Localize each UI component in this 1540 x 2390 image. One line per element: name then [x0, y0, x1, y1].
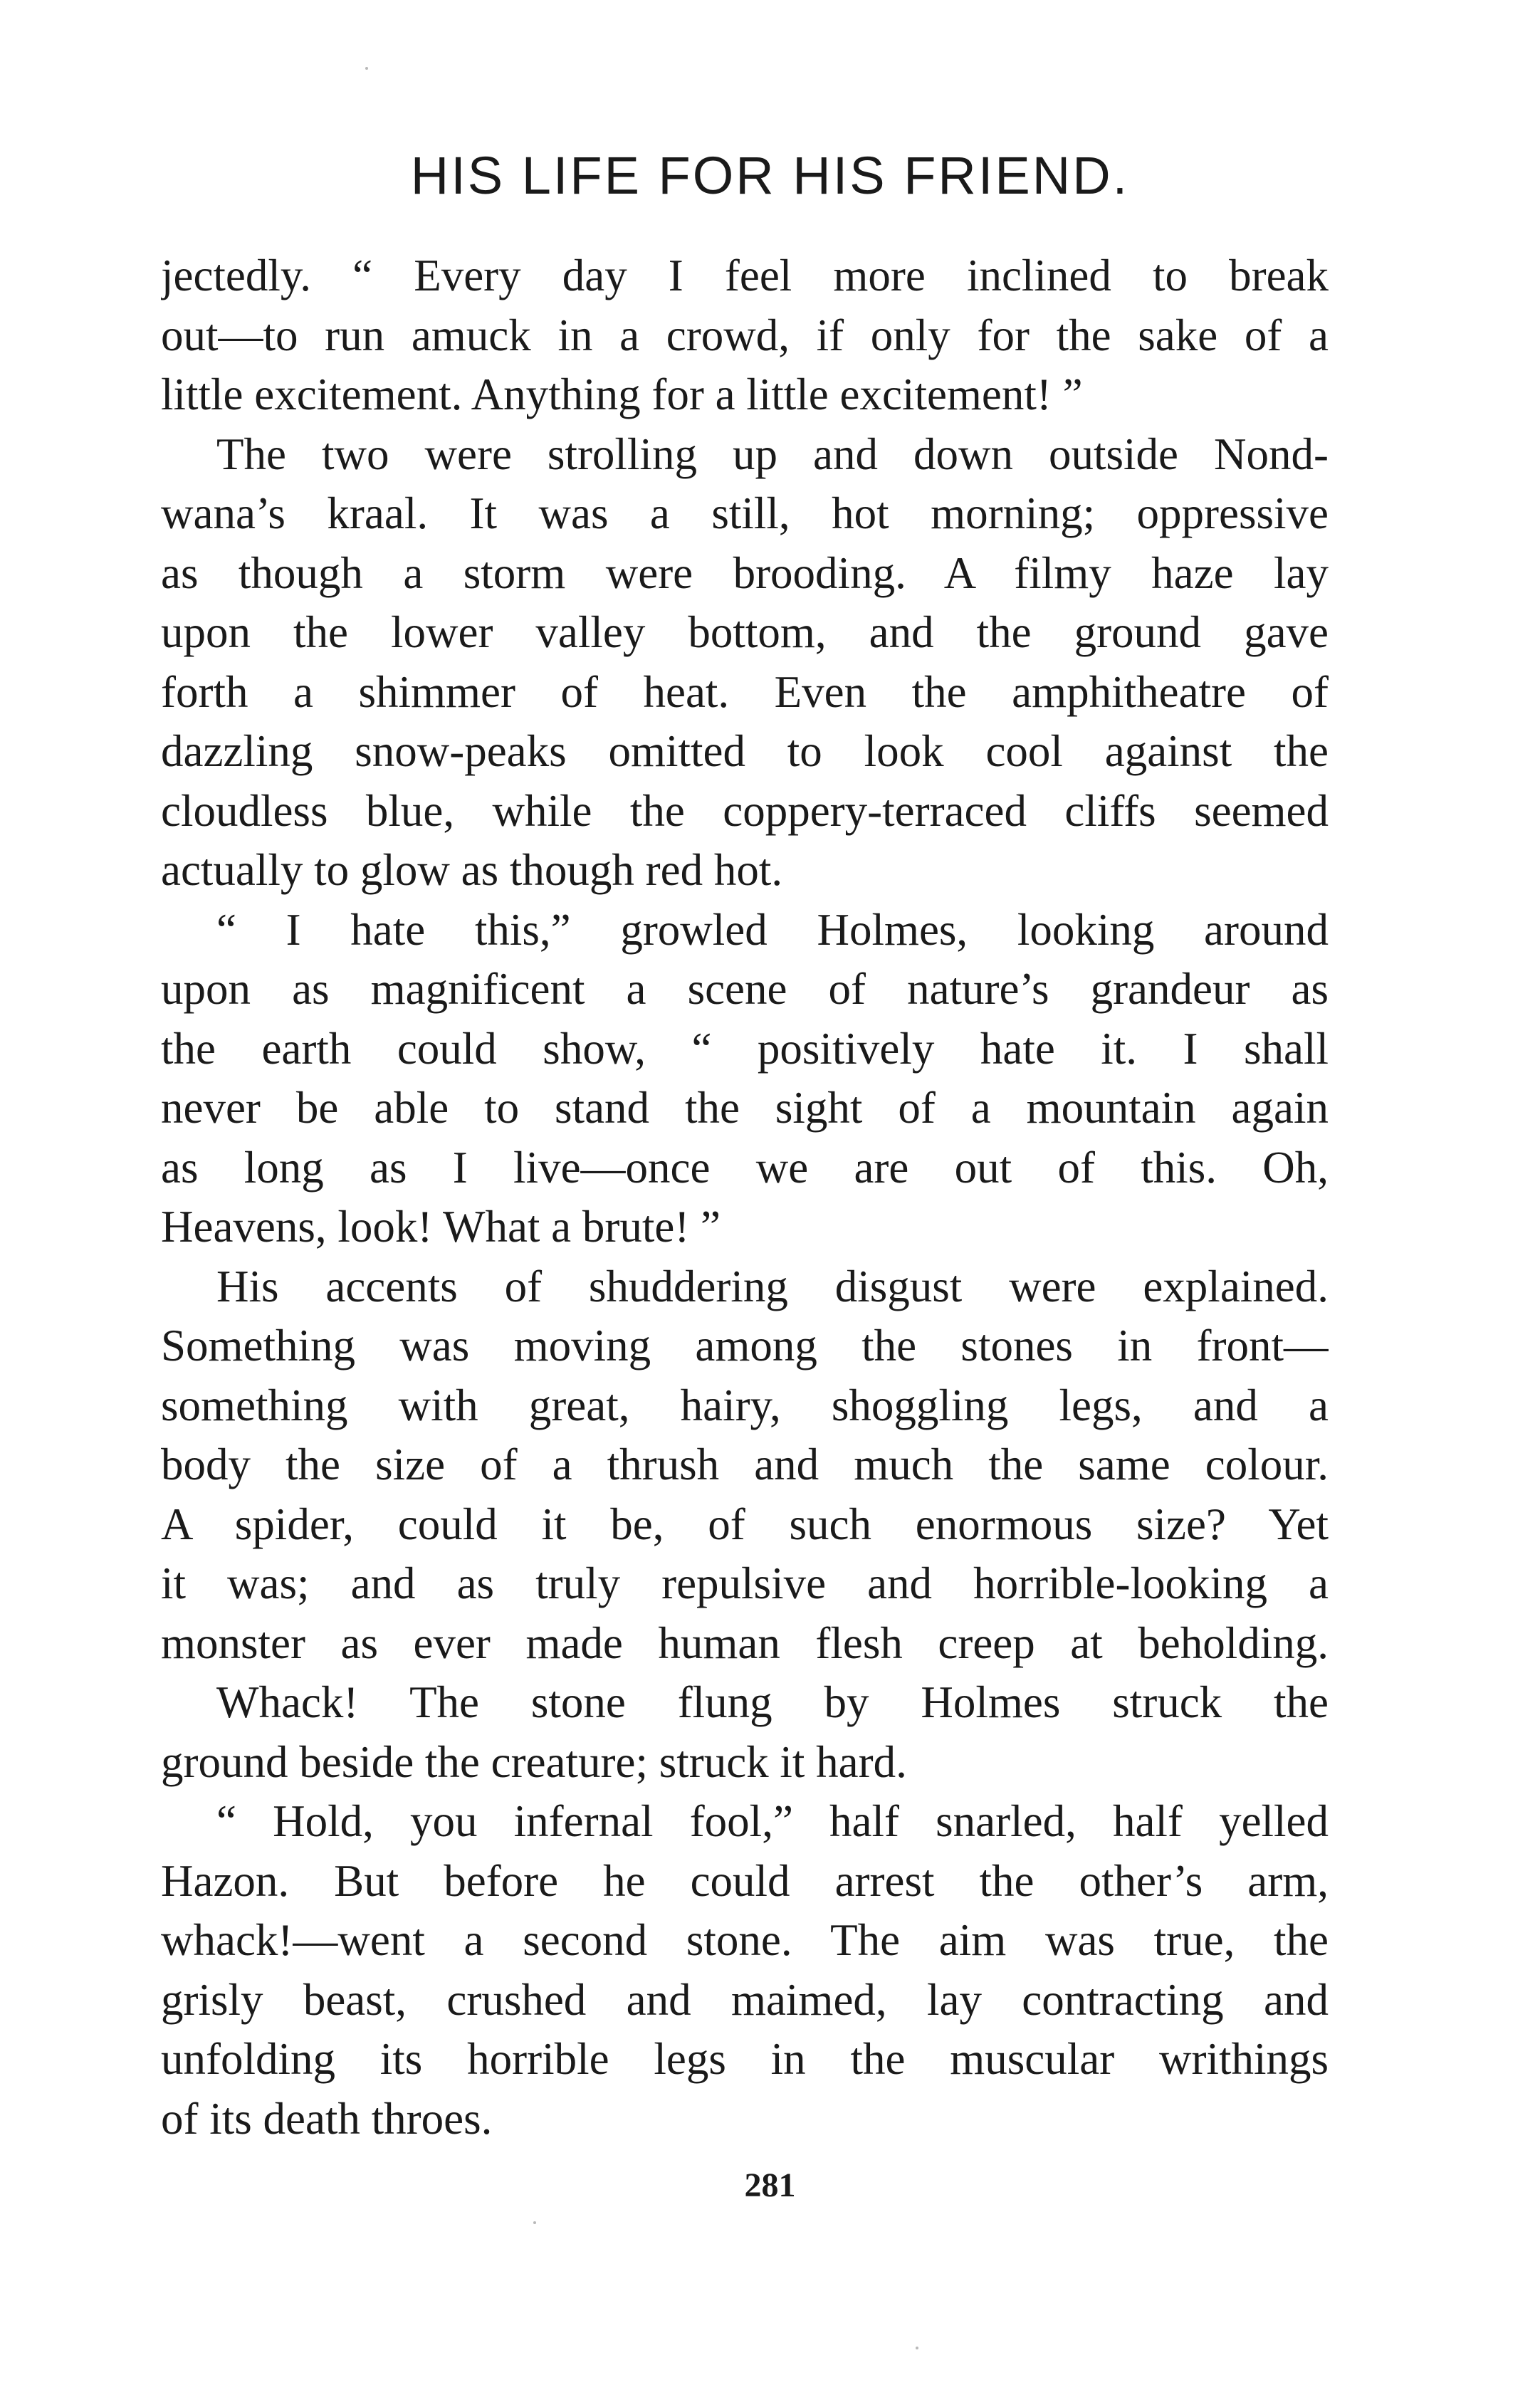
text-line: little excitement. Anything for a little excitement! ” — [161, 369, 1083, 419]
text-line: monster as ever made human flesh creep at beholding. — [161, 1618, 1329, 1668]
text-line: Heavens, look! What a brute! ” — [161, 1202, 721, 1252]
text-line: cloudless blue, while the coppery-terraced cliffs seemed — [161, 785, 1329, 836]
text-line: grisly beast, crushed and maimed, lay contracting and — [161, 1974, 1329, 2025]
text-line: ground beside the creature; struck it hard. — [161, 1736, 907, 1787]
text-line: Hazon. But before he could arrest the other’s arm, — [161, 1855, 1329, 1906]
paper-speck — [916, 2347, 918, 2349]
text-line: dazzling snow-peaks omitted to look cool against the — [161, 726, 1329, 776]
text-line: as long as I live—once we are out of this. Oh, — [161, 1142, 1329, 1193]
text-line: upon the lower valley bottom, and the ground gave — [161, 607, 1329, 657]
text-line: whack!—went a second stone. The aim was true, the — [161, 1915, 1329, 1965]
body-text — [161, 246, 1329, 2149]
text-line: The two were strolling up and down outside Nond- — [216, 429, 1329, 479]
text-line: jectedly. “ Every day I feel more inclined to break — [161, 251, 1329, 300]
text-line: “ Hold, you infernal fool,” half snarled, half yelled — [216, 1796, 1329, 1846]
text-line: upon as magnificent a scene of nature’s grandeur as — [161, 964, 1329, 1014]
text-line: as though a storm were brooding. A filmy haze lay — [161, 547, 1329, 598]
text-line: it was; and as truly repulsive and horrible-looking a — [161, 1558, 1329, 1608]
text-line: Something was moving among the stones in front— — [161, 1321, 1329, 1370]
text-line: actually to glow as though red hot. — [161, 845, 783, 895]
paper-speck — [365, 67, 368, 70]
page-number: 281 — [744, 2166, 796, 2204]
text-line: His accents of shuddering disgust were explained. — [216, 1261, 1329, 1311]
paper-speck — [533, 2221, 536, 2224]
text-line: body the size of a thrush and much the same colour. — [161, 1440, 1329, 1489]
text-line: “ I hate this,” growled Holmes, looking around — [216, 904, 1329, 955]
text-line: never be able to stand the sight of a mountain again — [161, 1083, 1329, 1133]
text-line: something with great, hairy, shoggling legs, and a — [161, 1380, 1329, 1430]
running-head: HIS LIFE FOR HIS FRIEND. — [410, 146, 1130, 205]
text-line: of its death throes. — [161, 2093, 493, 2144]
text-line: Whack! The stone flung by Holmes struck the — [216, 1677, 1329, 1727]
text-line: wana’s kraal. It was a still, hot morning; oppressive — [161, 488, 1329, 538]
text-line: forth a shimmer of heat. Even the amphitheatre of — [161, 666, 1329, 717]
text-line: out—to run amuck in a crowd, if only for the sake of a — [161, 310, 1329, 360]
text-line: A spider, could it be, of such enormous size? Yet — [161, 1499, 1329, 1549]
text-line: unfolding its horrible legs in the muscular writhings — [161, 2034, 1329, 2084]
text-line: the earth could show, “ positively hate it. I shall — [161, 1023, 1329, 1074]
